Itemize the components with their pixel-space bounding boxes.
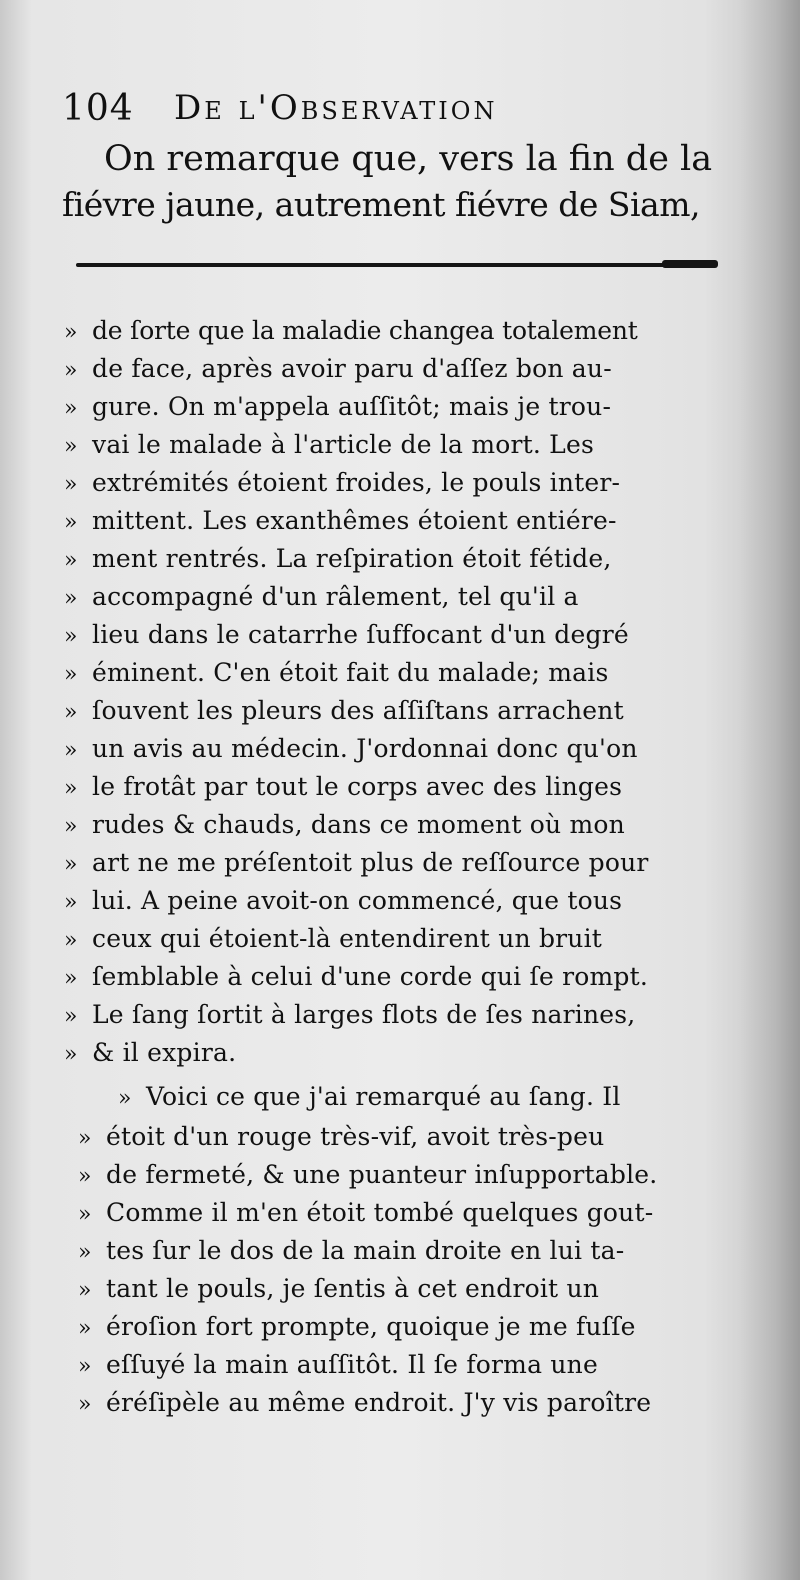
body-line	[64, 736, 638, 762]
intro-line	[104, 139, 713, 179]
body-line	[64, 888, 622, 914]
body-line-text: Voici ce que j'ai remarqué au ſang. Il	[146, 1082, 621, 1111]
quote-mark: »	[64, 548, 78, 573]
body-line	[78, 1124, 604, 1150]
body-line	[78, 1238, 624, 1264]
body-line	[64, 318, 638, 344]
quote-mark: »	[78, 1240, 92, 1265]
body-line-text: rudes & chauds, dans ce moment où mon	[92, 810, 625, 839]
quote-mark: »	[64, 510, 78, 535]
quote-mark: »	[78, 1392, 92, 1417]
quote-mark: »	[64, 586, 78, 611]
intro-line-text: fiévre jaune, autrement fiévre de Siam,	[62, 185, 700, 224]
body-line	[78, 1352, 598, 1378]
horizontal-rule	[76, 263, 716, 267]
quote-mark: »	[64, 966, 78, 991]
quote-mark: »	[64, 928, 78, 953]
body-line-text: ſouvent les pleurs des aſſiſtans arrachent	[92, 696, 624, 725]
body-line	[64, 432, 594, 458]
body-line	[64, 1040, 236, 1066]
running-title: De l'Observation	[174, 88, 498, 128]
body-line-text: ceux qui étoient-là entendirent un bruit	[92, 924, 603, 953]
body-line	[64, 508, 617, 534]
body-line	[64, 812, 625, 838]
quote-mark: »	[78, 1316, 92, 1341]
body-line-text: de face, après avoir paru d'aſſez bon au-	[92, 354, 612, 383]
body-line	[64, 584, 579, 610]
body-line-text: tant le pouls, je ſentis à cet endroit un	[106, 1274, 600, 1303]
body-line-text: ſemblable à celui d'une corde qui ſe rompt.	[92, 962, 648, 991]
body-line-text: & il expira.	[92, 1038, 237, 1067]
body-line-text: vai le malade à l'article de la mort. Les	[92, 430, 594, 459]
quote-mark: »	[64, 852, 78, 877]
quote-mark: »	[64, 434, 78, 459]
body-line-text: extrémités étoient froides, le pouls inter-	[92, 468, 621, 497]
body-line-text: tes ſur le dos de la main droite en lui ta-	[106, 1236, 625, 1265]
body-line	[64, 774, 622, 800]
body-line-text: le frotât par tout le corps avec des linges	[92, 772, 623, 801]
quote-mark: »	[78, 1126, 92, 1151]
quote-mark: »	[78, 1164, 92, 1189]
intro-line-text: On remarque que, vers la fin de la	[104, 139, 713, 179]
body-line	[64, 850, 649, 876]
quote-mark: »	[118, 1086, 132, 1111]
body-line-text: accompagné d'un râlement, tel qu'il a	[92, 582, 579, 611]
body-line	[78, 1390, 651, 1416]
body-line-text: étoit d'un rouge très-vif, avoit très-peu	[106, 1122, 605, 1151]
body-line	[64, 964, 648, 990]
quote-mark: »	[64, 700, 78, 725]
quote-mark: »	[64, 776, 78, 801]
body-line-text: lieu dans le catarrhe ſuffocant d'un degré	[92, 620, 629, 649]
quote-mark: »	[64, 472, 78, 497]
quote-mark: »	[64, 814, 78, 839]
body-line	[78, 1314, 636, 1340]
intro-line	[62, 185, 700, 224]
body-line	[64, 622, 629, 648]
body-line-text: eſſuyé la main auſſitôt. Il ſe forma une	[106, 1350, 598, 1379]
quote-mark: »	[78, 1278, 92, 1303]
body-line-text: de ſorte que la maladie changea totalement	[92, 316, 638, 345]
body-line-text: art ne me préſentoit plus de reſſource pour	[92, 848, 649, 877]
quote-mark: »	[64, 662, 78, 687]
body-line	[64, 546, 612, 572]
body-line	[64, 698, 624, 724]
body-line	[64, 470, 620, 496]
body-line-text: Le ſang ſortit à larges flots de ſes narines,	[92, 1000, 636, 1029]
body-line-text: gure. On m'appela auſſitôt; mais je trou-	[92, 392, 612, 421]
body-line	[78, 1276, 599, 1302]
body-line	[118, 1084, 621, 1110]
body-line	[64, 356, 612, 382]
quote-mark: »	[64, 358, 78, 383]
quote-mark: »	[64, 1042, 78, 1067]
quote-mark: »	[78, 1202, 92, 1227]
body-line	[78, 1200, 653, 1226]
quote-mark: »	[78, 1354, 92, 1379]
body-line-text: éminent. C'en étoit fait du malade; mais	[92, 658, 609, 687]
quote-mark: »	[64, 624, 78, 649]
quote-mark: »	[64, 738, 78, 763]
body-line-text: Comme il m'en étoit tombé quelques gout-	[106, 1198, 654, 1227]
body-line-text: un avis au médecin. J'ordonnai donc qu'on	[92, 734, 638, 763]
body-line	[64, 926, 602, 952]
body-line	[78, 1162, 657, 1188]
body-line-text: lui. A peine avoit-on commencé, que tous	[92, 886, 623, 915]
body-line	[64, 660, 608, 686]
page-number: 104	[62, 88, 134, 129]
quote-mark: »	[64, 890, 78, 915]
body-line-text: éroſion fort prompte, quoique je me fuſſe	[106, 1312, 636, 1341]
body-line-text: mittent. Les exanthêmes étoient entiére-	[92, 506, 617, 535]
body-line-text: de fermeté, & une puanteur inſupportable.	[106, 1160, 658, 1189]
body-line-text: ment rentrés. La reſpiration étoit fétide,	[92, 544, 612, 573]
quote-mark: »	[64, 396, 78, 421]
body-line	[64, 394, 611, 420]
body-line-text: éréſipèle au même endroit. J'y vis paroître	[106, 1388, 652, 1417]
body-line	[64, 1002, 635, 1028]
quote-mark: »	[64, 320, 78, 345]
quote-mark: »	[64, 1004, 78, 1029]
